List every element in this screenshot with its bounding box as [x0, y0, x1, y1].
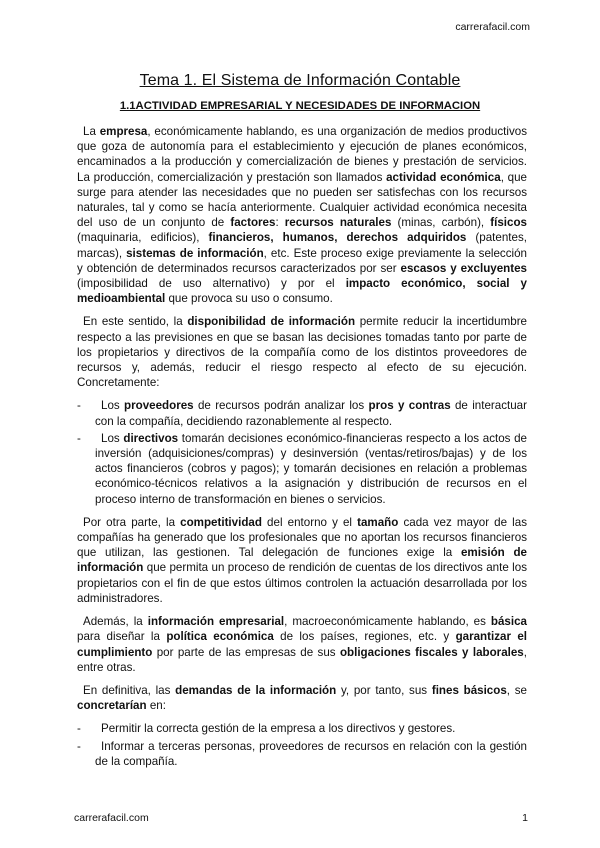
text-run: :	[275, 216, 285, 230]
bold-term: proveedores	[124, 399, 194, 413]
bold-term: competitividad	[180, 515, 262, 529]
paragraph-empresa	[77, 124, 527, 306]
list-concretamente	[77, 398, 527, 506]
text-run: , etc. Este proceso exige previamente la selección y obtención de determinados recursos caracterizados por ser	[77, 246, 527, 275]
text-run: tomarán decisiones económico-financieras respecto a los actos de inversión (adquisiciones/compras) y desinversión (ventas/retiros/bajas) y de los actos financieros (cobros y pagos); y tomarán decisiones en relación a problemas económico-técnicos relativos a la asignación y distribución de recursos en el proceso interno de transformación en bienes o servicios.	[95, 431, 528, 506]
bold-term: recursos naturales	[284, 216, 392, 230]
text-run: , se	[506, 683, 527, 697]
text-run: cada vez mayor de las compañías ha generado que los profesionales que no aportan los recursos financieros que utilizan, las gestionen. Tal delegación de funciones exige la	[77, 515, 527, 560]
text-run: Los	[101, 431, 124, 445]
bold-term: disponibilidad de información	[187, 315, 356, 329]
page-title: Tema 1. El Sistema de Información Contable	[139, 72, 461, 89]
bold-term: obligaciones fiscales y laborales	[339, 645, 524, 659]
paragraph-competitividad	[77, 515, 527, 606]
text-run: por parte de las empresas de sus	[152, 645, 340, 659]
footer-site-name: carrerafacil.com	[74, 812, 149, 824]
text-run: (patentes, marcas),	[77, 231, 527, 260]
text-run: (imposibilidad de uso alternativo) y por el	[77, 277, 346, 291]
text-run: , macroeconómicamente hablando, es	[284, 615, 491, 629]
bold-term: sistemas de información	[126, 246, 264, 260]
text-run: permite reducir la incertidumbre respecto a las previsiones en que se basan las decisiones tomadas tanto por parte de los propietarios y directivos de la compañía como de los distintos proveedores de recursos y, además, reducir el riesgo respecto al efecto de su ejecución. Concretamente:	[77, 315, 527, 390]
bold-term: directivos	[123, 431, 179, 445]
list-fines-basicos	[77, 721, 527, 769]
bold-term: escasos y excluyentes	[400, 261, 528, 275]
text-run: en:	[146, 699, 166, 713]
text-run: (maquinaria, edificios),	[77, 231, 209, 245]
bold-term: factores	[230, 216, 276, 230]
text-run: de los países, regiones, etc. y	[273, 630, 456, 644]
bold-term: concretarían	[77, 699, 147, 713]
document-body	[77, 124, 527, 777]
bold-term: básica	[490, 615, 528, 629]
text-run: En este sentido, la	[83, 315, 188, 329]
text-run: En definitiva, las	[83, 683, 176, 697]
text-run: de interactuar con la compañía, decidiendo razonablemente al respecto.	[95, 399, 527, 428]
bold-term: impacto económico, social y medioambiental	[77, 277, 527, 306]
bold-term: actividad económica	[386, 170, 501, 184]
text-run: Además, la	[83, 615, 148, 629]
text-run: y, por tanto, sus	[336, 683, 432, 697]
text-run: Informar a terceras personas, proveedores de recursos en relación con la gestión de la compañía.	[95, 739, 527, 768]
bold-term: pros y contras	[368, 399, 451, 413]
bold-term: información empresarial	[147, 615, 285, 629]
text-run: , entre otras.	[77, 645, 527, 674]
text-run: , que surge para atender las necesidades que no pueden ser satisfechas con los recursos naturales, tal y como se hacía anteriormente. Cualquier actividad económica necesita del uso de un conjunto de	[77, 170, 527, 230]
bold-term: tamaño	[357, 515, 399, 529]
paragraph-informacion-empresarial	[77, 614, 527, 675]
text-run: (minas, carbón),	[391, 216, 491, 230]
bold-term: físicos	[490, 216, 527, 230]
bold-term: fines básicos	[431, 683, 507, 697]
bold-term: emisión de información	[77, 546, 527, 575]
paragraph-demandas	[77, 683, 527, 713]
list-bullet-dash: -	[77, 722, 81, 736]
text-run: de recursos podrán analizar los	[193, 399, 369, 413]
list-bullet-dash: -	[77, 739, 81, 753]
text-run: del entorno y el	[261, 515, 358, 529]
list-item	[77, 721, 527, 736]
list-item	[77, 431, 527, 507]
list-bullet-dash: -	[77, 399, 81, 413]
text-run: Permitir la correcta gestión de la empresa a los directivos y gestores.	[101, 722, 456, 736]
bold-term: demandas de la información	[175, 683, 337, 697]
page-number: 1	[522, 812, 528, 824]
list-item	[77, 398, 527, 428]
text-run: Por otra parte, la	[83, 515, 181, 529]
text-run: que permita un proceso de rendición de cuentas de los directivos ante los propietarios con el fin de que estos últimos controlen la actuación desarrollada por los administradores.	[77, 561, 527, 605]
bold-term: política económica	[166, 630, 274, 644]
text-run: para diseñar la	[77, 630, 167, 644]
bold-term: empresa	[99, 125, 148, 138]
paragraph-disponibilidad	[77, 314, 527, 390]
text-run: La	[83, 125, 100, 138]
bold-term: financieros, humanos, derechos adquiridos	[208, 231, 467, 245]
list-bullet-dash: -	[77, 431, 81, 445]
text-run: que provoca su uso o consumo.	[165, 292, 333, 306]
list-item	[77, 739, 527, 769]
bold-term: garantizar el cumplimiento	[77, 630, 527, 659]
text-run: Los	[101, 399, 125, 413]
header-site-name: carrerafacil.com	[455, 21, 530, 33]
text-run: , económicamente hablando, es una organización de medios productivos que goza de autonomía para el establecimiento y ejecución de planes económicos, encaminados a la producción y comercialización de bienes y prestación de servicios. La producción, comercialización y prestación son llamados	[77, 125, 527, 184]
section-heading: 1.1ACTIVIDAD EMPRESARIAL Y NECESIDADES DE INFORMACION	[119, 100, 481, 112]
